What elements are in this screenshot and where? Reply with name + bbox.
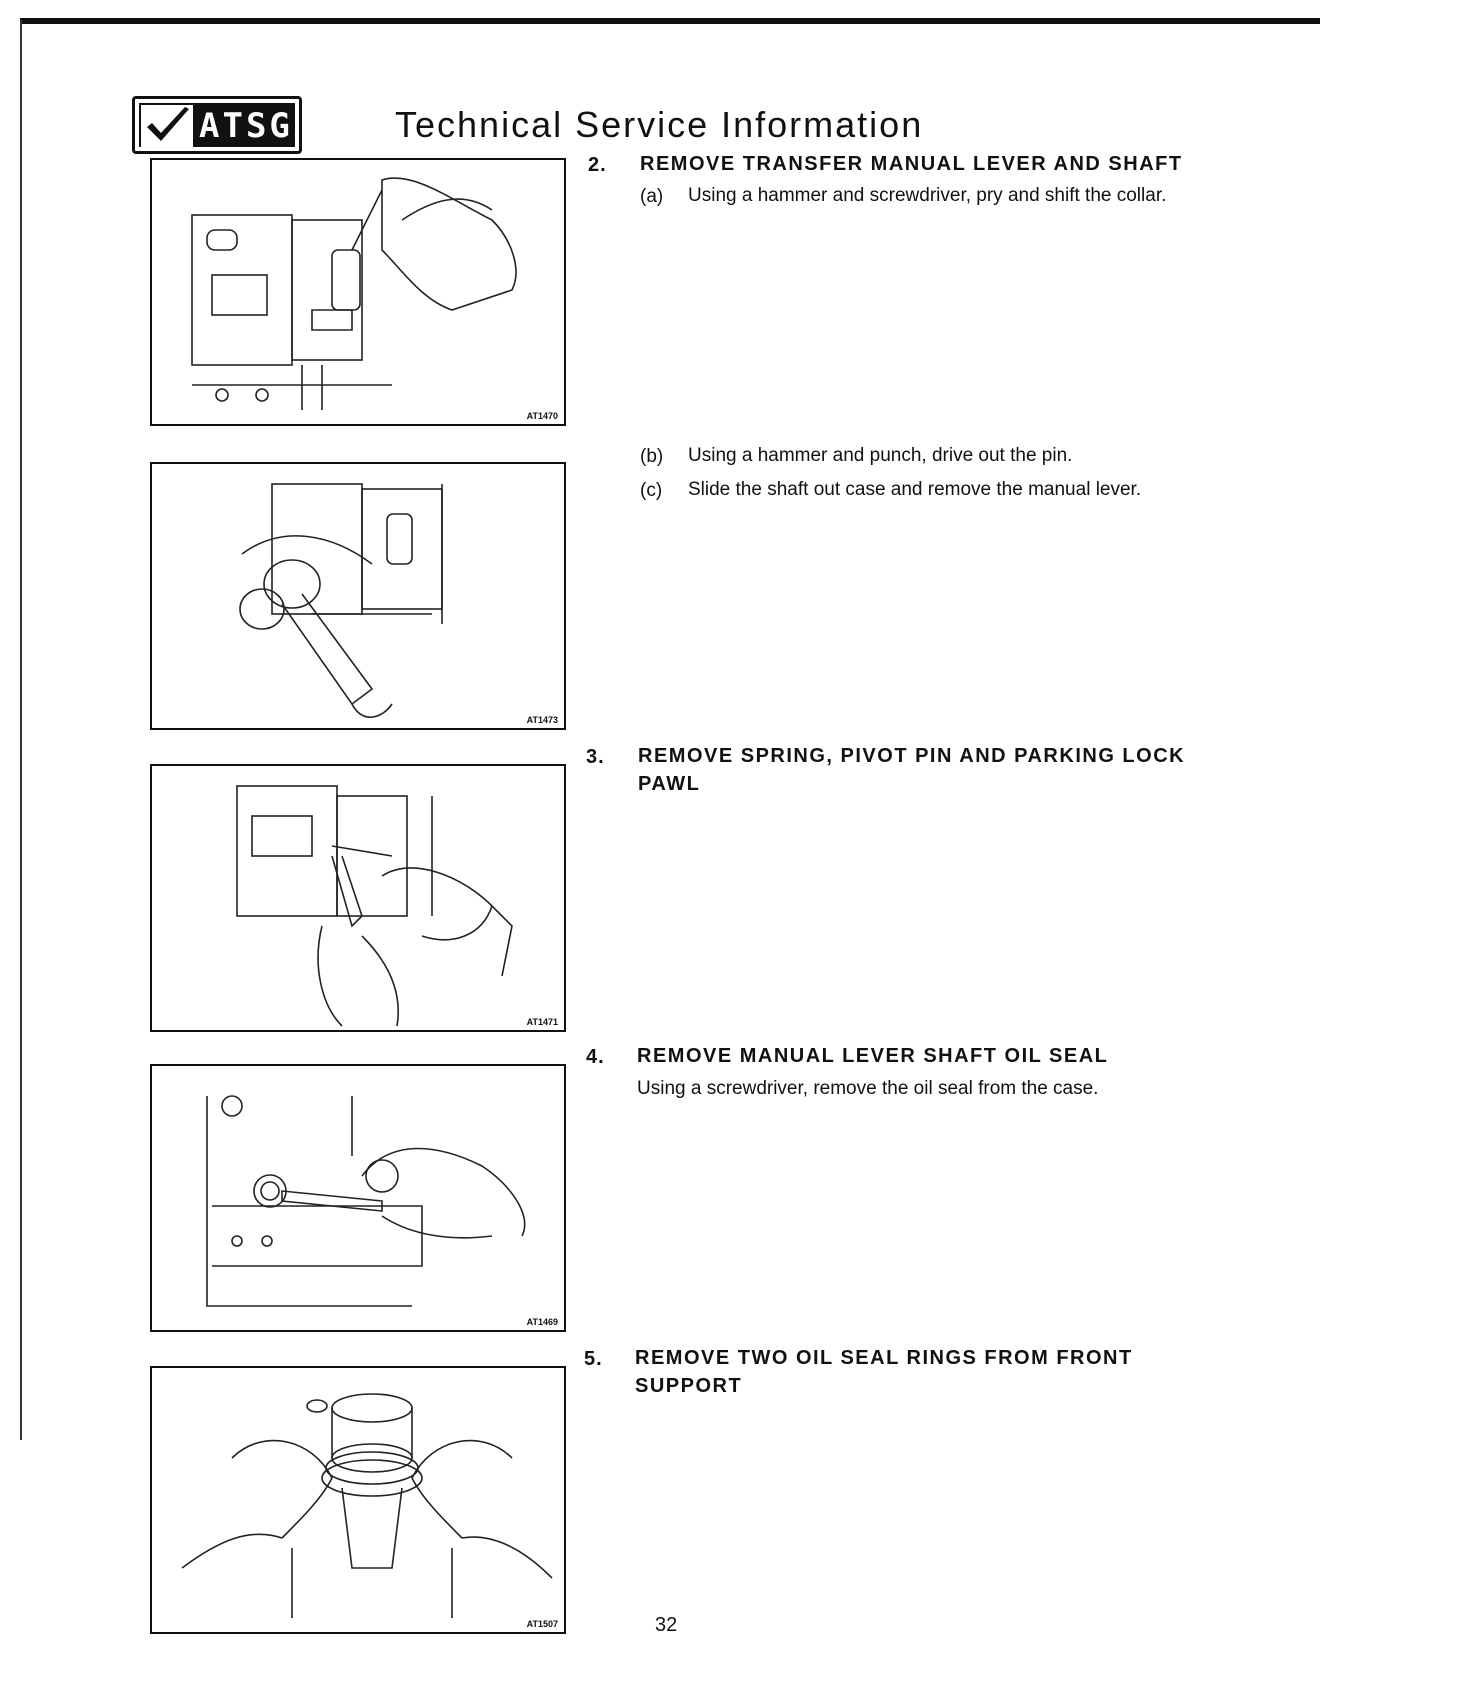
step-5-number: 5. bbox=[584, 1348, 603, 1370]
figure-2-illustration bbox=[152, 464, 564, 728]
figure-5 bbox=[150, 1366, 566, 1634]
step-4-text: Using a screwdriver, remove the oil seal from the case. bbox=[637, 1078, 1099, 1099]
figure-code: AT1469 bbox=[526, 1317, 558, 1327]
figure-5-illustration bbox=[152, 1368, 564, 1632]
step-2c-label: (c) bbox=[640, 480, 663, 501]
step-2c-text: Slide the shaft out case and remove the manual lever. bbox=[688, 479, 1142, 500]
step-2a-label: (a) bbox=[640, 186, 664, 207]
step-2-title: REMOVE TRANSFER MANUAL LEVER AND SHAFT bbox=[640, 153, 1183, 175]
figure-4 bbox=[150, 1064, 566, 1332]
figure-code: AT1470 bbox=[526, 411, 558, 421]
step-3-number: 3. bbox=[586, 746, 605, 768]
step-4-number: 4. bbox=[586, 1046, 605, 1068]
top-rule bbox=[20, 18, 1320, 24]
figure-1 bbox=[150, 158, 566, 426]
page-title: Technical Service Information bbox=[395, 104, 924, 145]
figure-1-illustration bbox=[152, 160, 564, 424]
left-rule bbox=[20, 20, 22, 1440]
figure-code: AT1471 bbox=[526, 1017, 558, 1027]
figure-code: AT1473 bbox=[526, 715, 558, 725]
step-2-number: 2. bbox=[588, 154, 607, 176]
figure-3 bbox=[150, 764, 566, 1032]
step-2b-label: (b) bbox=[640, 446, 664, 467]
figure-3-illustration bbox=[152, 766, 564, 1030]
figure-2 bbox=[150, 462, 566, 730]
step-4-title: REMOVE MANUAL LEVER SHAFT OIL SEAL bbox=[637, 1045, 1109, 1067]
figure-code: AT1507 bbox=[526, 1619, 558, 1629]
logo-text: ATSG bbox=[199, 106, 293, 146]
page-number: 32 bbox=[655, 1614, 678, 1636]
step-5-title: REMOVE TWO OIL SEAL RINGS FROM FRONT SUPPORT bbox=[635, 1347, 1133, 1397]
checkmark-icon bbox=[141, 105, 193, 147]
step-3-title: REMOVE SPRING, PIVOT PIN AND PARKING LOCK PAWL bbox=[638, 745, 1186, 795]
figure-4-illustration bbox=[152, 1066, 564, 1330]
atsg-logo bbox=[132, 96, 302, 154]
step-2a-text: Using a hammer and screwdriver, pry and shift the collar. bbox=[688, 185, 1167, 206]
step-2b-text: Using a hammer and punch, drive out the pin. bbox=[688, 445, 1073, 466]
